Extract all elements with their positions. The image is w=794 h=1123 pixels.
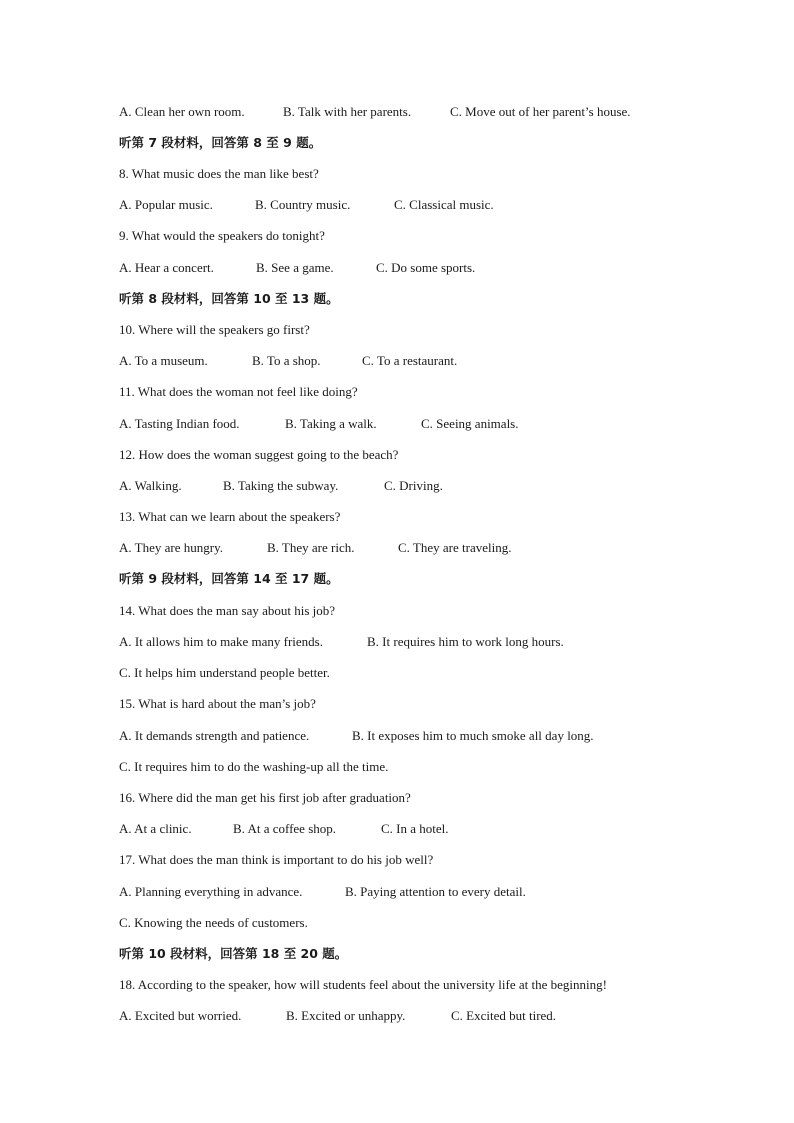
option-c: C. To a restaurant.	[362, 353, 458, 368]
option-a: A. Clean her own room.	[119, 104, 245, 119]
options-row	[119, 1005, 556, 1027]
option-b: B. Talk with her parents.	[283, 104, 412, 119]
option-c: C. Seeing animals.	[421, 416, 519, 431]
section-heading: 听第 9 段材料，回答第 14 至 17 题。	[119, 571, 339, 586]
option-b: B. They are rich.	[267, 540, 355, 555]
option-a: A. Excited but worried.	[119, 1008, 242, 1023]
section-heading: 听第 8 段材料，回答第 10 至 13 题。	[119, 291, 339, 306]
option-a: A. To a museum.	[119, 353, 208, 368]
options-row	[119, 818, 449, 840]
option-a: A. Walking.	[119, 478, 182, 493]
options-row	[119, 881, 526, 903]
options-row	[119, 631, 564, 653]
options-row	[119, 101, 631, 123]
question-text: 16. Where did the man get his first job after graduation?	[119, 790, 411, 805]
option-b: B. It exposes him to much smoke all day long.	[352, 728, 594, 743]
option-b: B. Taking a walk.	[285, 416, 377, 431]
option-a: A. It allows him to make many friends.	[119, 634, 323, 649]
question-text: 11. What does the woman not feel like doing?	[119, 384, 358, 399]
options-row	[119, 725, 594, 747]
option-c: C. Knowing the needs of customers.	[119, 915, 308, 930]
option-a: A. They are hungry.	[119, 540, 223, 555]
options-row	[119, 257, 475, 279]
question-text: 8. What music does the man like best?	[119, 166, 319, 181]
options-row	[119, 537, 511, 559]
option-c: C. It requires him to do the washing-up all the time.	[119, 759, 389, 774]
option-b: B. Taking the subway.	[223, 478, 339, 493]
option-b: B. Country music.	[255, 197, 351, 212]
question-text: 14. What does the man say about his job?	[119, 603, 336, 618]
option-a: A. Popular music.	[119, 197, 213, 212]
option-c: C. Move out of her parent’s house.	[450, 104, 631, 119]
section-heading: 听第 7 段材料，回答第 8 至 9 题。	[119, 135, 322, 150]
options-row	[119, 194, 494, 216]
option-b: B. Paying attention to every detail.	[345, 884, 526, 899]
question-text: 15. What is hard about the man’s job?	[119, 696, 316, 711]
question-text: 9. What would the speakers do tonight?	[119, 228, 325, 243]
question-text: 13. What can we learn about the speakers?	[119, 509, 341, 524]
option-b: B. At a coffee shop.	[233, 821, 337, 836]
option-c: C. They are traveling.	[398, 540, 512, 555]
section-heading: 听第 10 段材料，回答第 18 至 20 题。	[119, 946, 348, 961]
option-a: A. Tasting Indian food.	[119, 416, 240, 431]
options-row	[119, 413, 519, 435]
option-c: C. It helps him understand people better.	[119, 665, 330, 680]
option-c: C. Do some sports.	[376, 260, 476, 275]
options-row	[119, 350, 457, 372]
option-a: A. It demands strength and patience.	[119, 728, 310, 743]
option-c: C. In a hotel.	[381, 821, 449, 836]
question-text: 12. How does the woman suggest going to the beach?	[119, 447, 399, 462]
options-row	[119, 475, 443, 497]
option-c: C. Excited but tired.	[451, 1008, 557, 1023]
option-b: B. It requires him to work long hours.	[367, 634, 564, 649]
option-a: A. Hear a concert.	[119, 260, 214, 275]
question-text: 17. What does the man think is important to do his job well?	[119, 852, 434, 867]
question-text: 18. According to the speaker, how will students feel about the university life at the beginning!	[119, 977, 607, 992]
question-text: 10. Where will the speakers go first?	[119, 322, 310, 337]
option-b: B. Excited or unhappy.	[286, 1008, 406, 1023]
option-c: C. Driving.	[384, 478, 443, 493]
option-a: A. At a clinic.	[119, 821, 192, 836]
option-b: B. To a shop.	[252, 353, 321, 368]
option-c: C. Classical music.	[394, 197, 494, 212]
option-b: B. See a game.	[256, 260, 334, 275]
option-a: A. Planning everything in advance.	[119, 884, 303, 899]
